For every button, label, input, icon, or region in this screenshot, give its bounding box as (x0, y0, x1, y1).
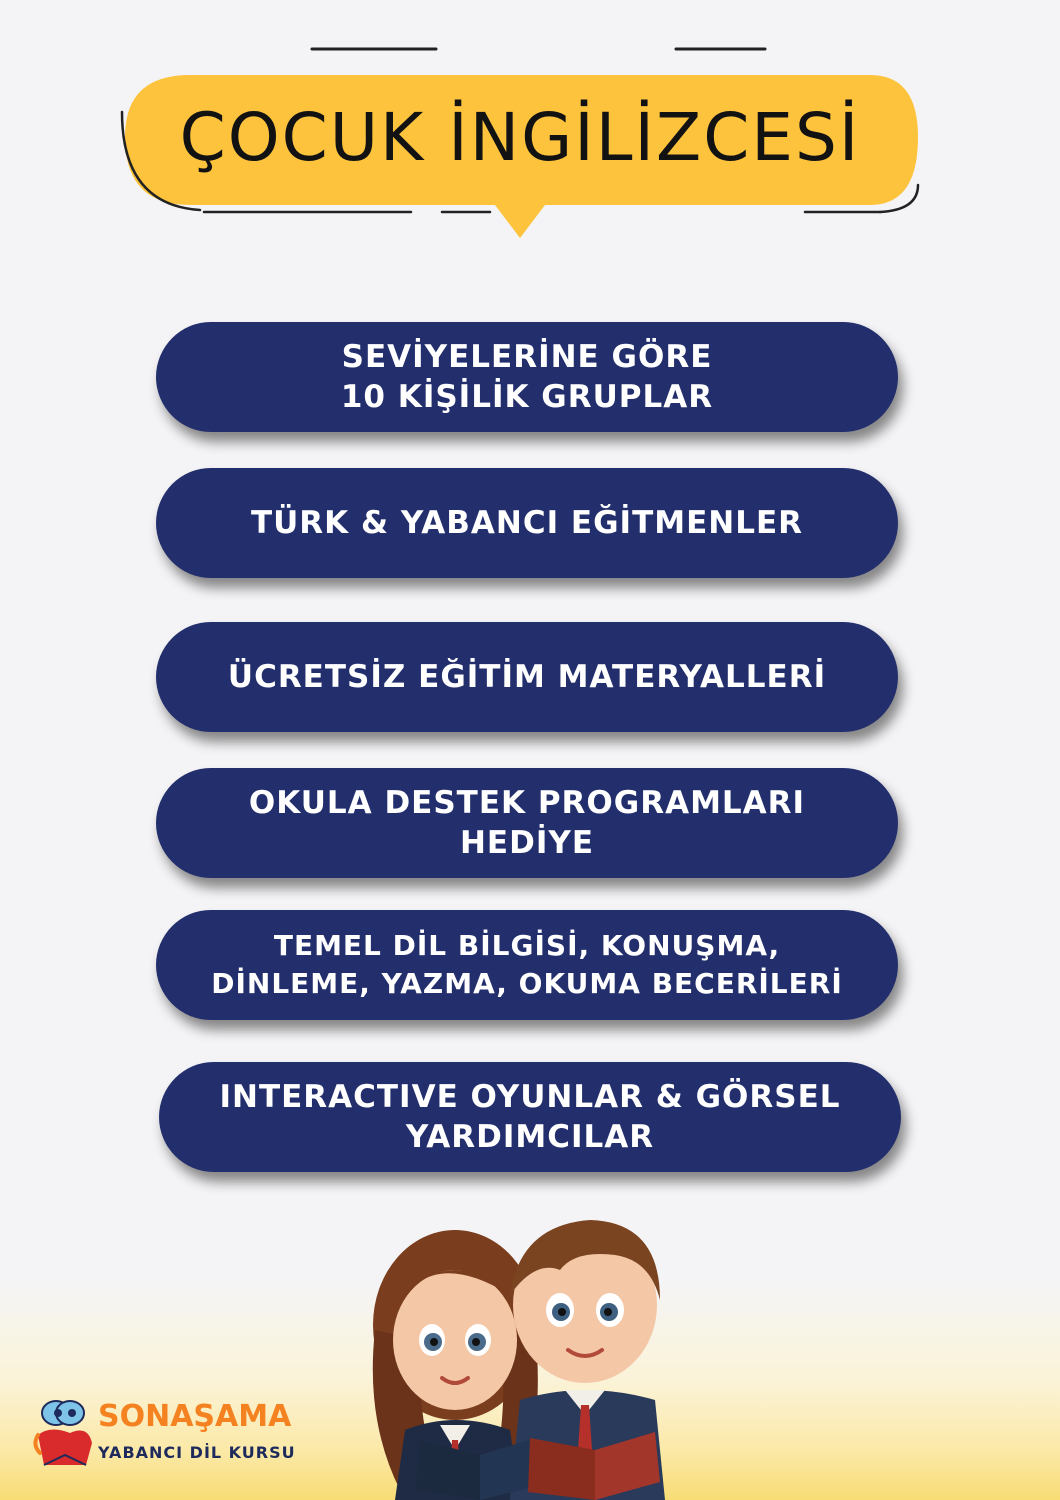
feature-pill-groups (156, 322, 898, 432)
feature-line: OKULA DESTEK PROGRAMLARI (248, 785, 806, 821)
feature-line: SEVİYELERİNE GÖRE (341, 339, 713, 375)
feature-pill-skills (156, 910, 898, 1020)
feature-line: YARDIMCILAR (405, 1119, 655, 1155)
brand-subtitle: YABANCI DİL KURSU (98, 1443, 296, 1462)
feature-pill-interactive (159, 1062, 901, 1172)
feature-line: DİNLEME, YAZMA, OKUMA BECERİLERİ (211, 967, 843, 1000)
feature-line: 10 KİŞİLİK GRUPLAR (340, 379, 714, 415)
feature-line: TEMEL DİL BİLGİSİ, KONUŞMA, (273, 929, 781, 962)
feature-pill-school-support (156, 768, 898, 878)
feature-pill-instructors (156, 468, 898, 578)
feature-line: TÜRK & YABANCI EĞİTMENLER (250, 505, 803, 541)
title-banner (0, 0, 1060, 260)
children-reading-illustration (360, 1200, 680, 1500)
feature-line: INTERACTIVE OYUNLAR & GÖRSEL (219, 1079, 841, 1115)
brand-logo (30, 1395, 330, 1475)
feature-line: ÜCRETSİZ EĞİTİM MATERYALLERİ (227, 659, 827, 695)
feature-line: HEDİYE (459, 825, 594, 861)
feature-pill-materials (156, 622, 898, 732)
brand-name: SONAŞAMA (98, 1399, 292, 1434)
mascot-logo-icon (30, 1395, 96, 1473)
page-title: ÇOCUK İNGİLİZCESİ (179, 98, 861, 176)
